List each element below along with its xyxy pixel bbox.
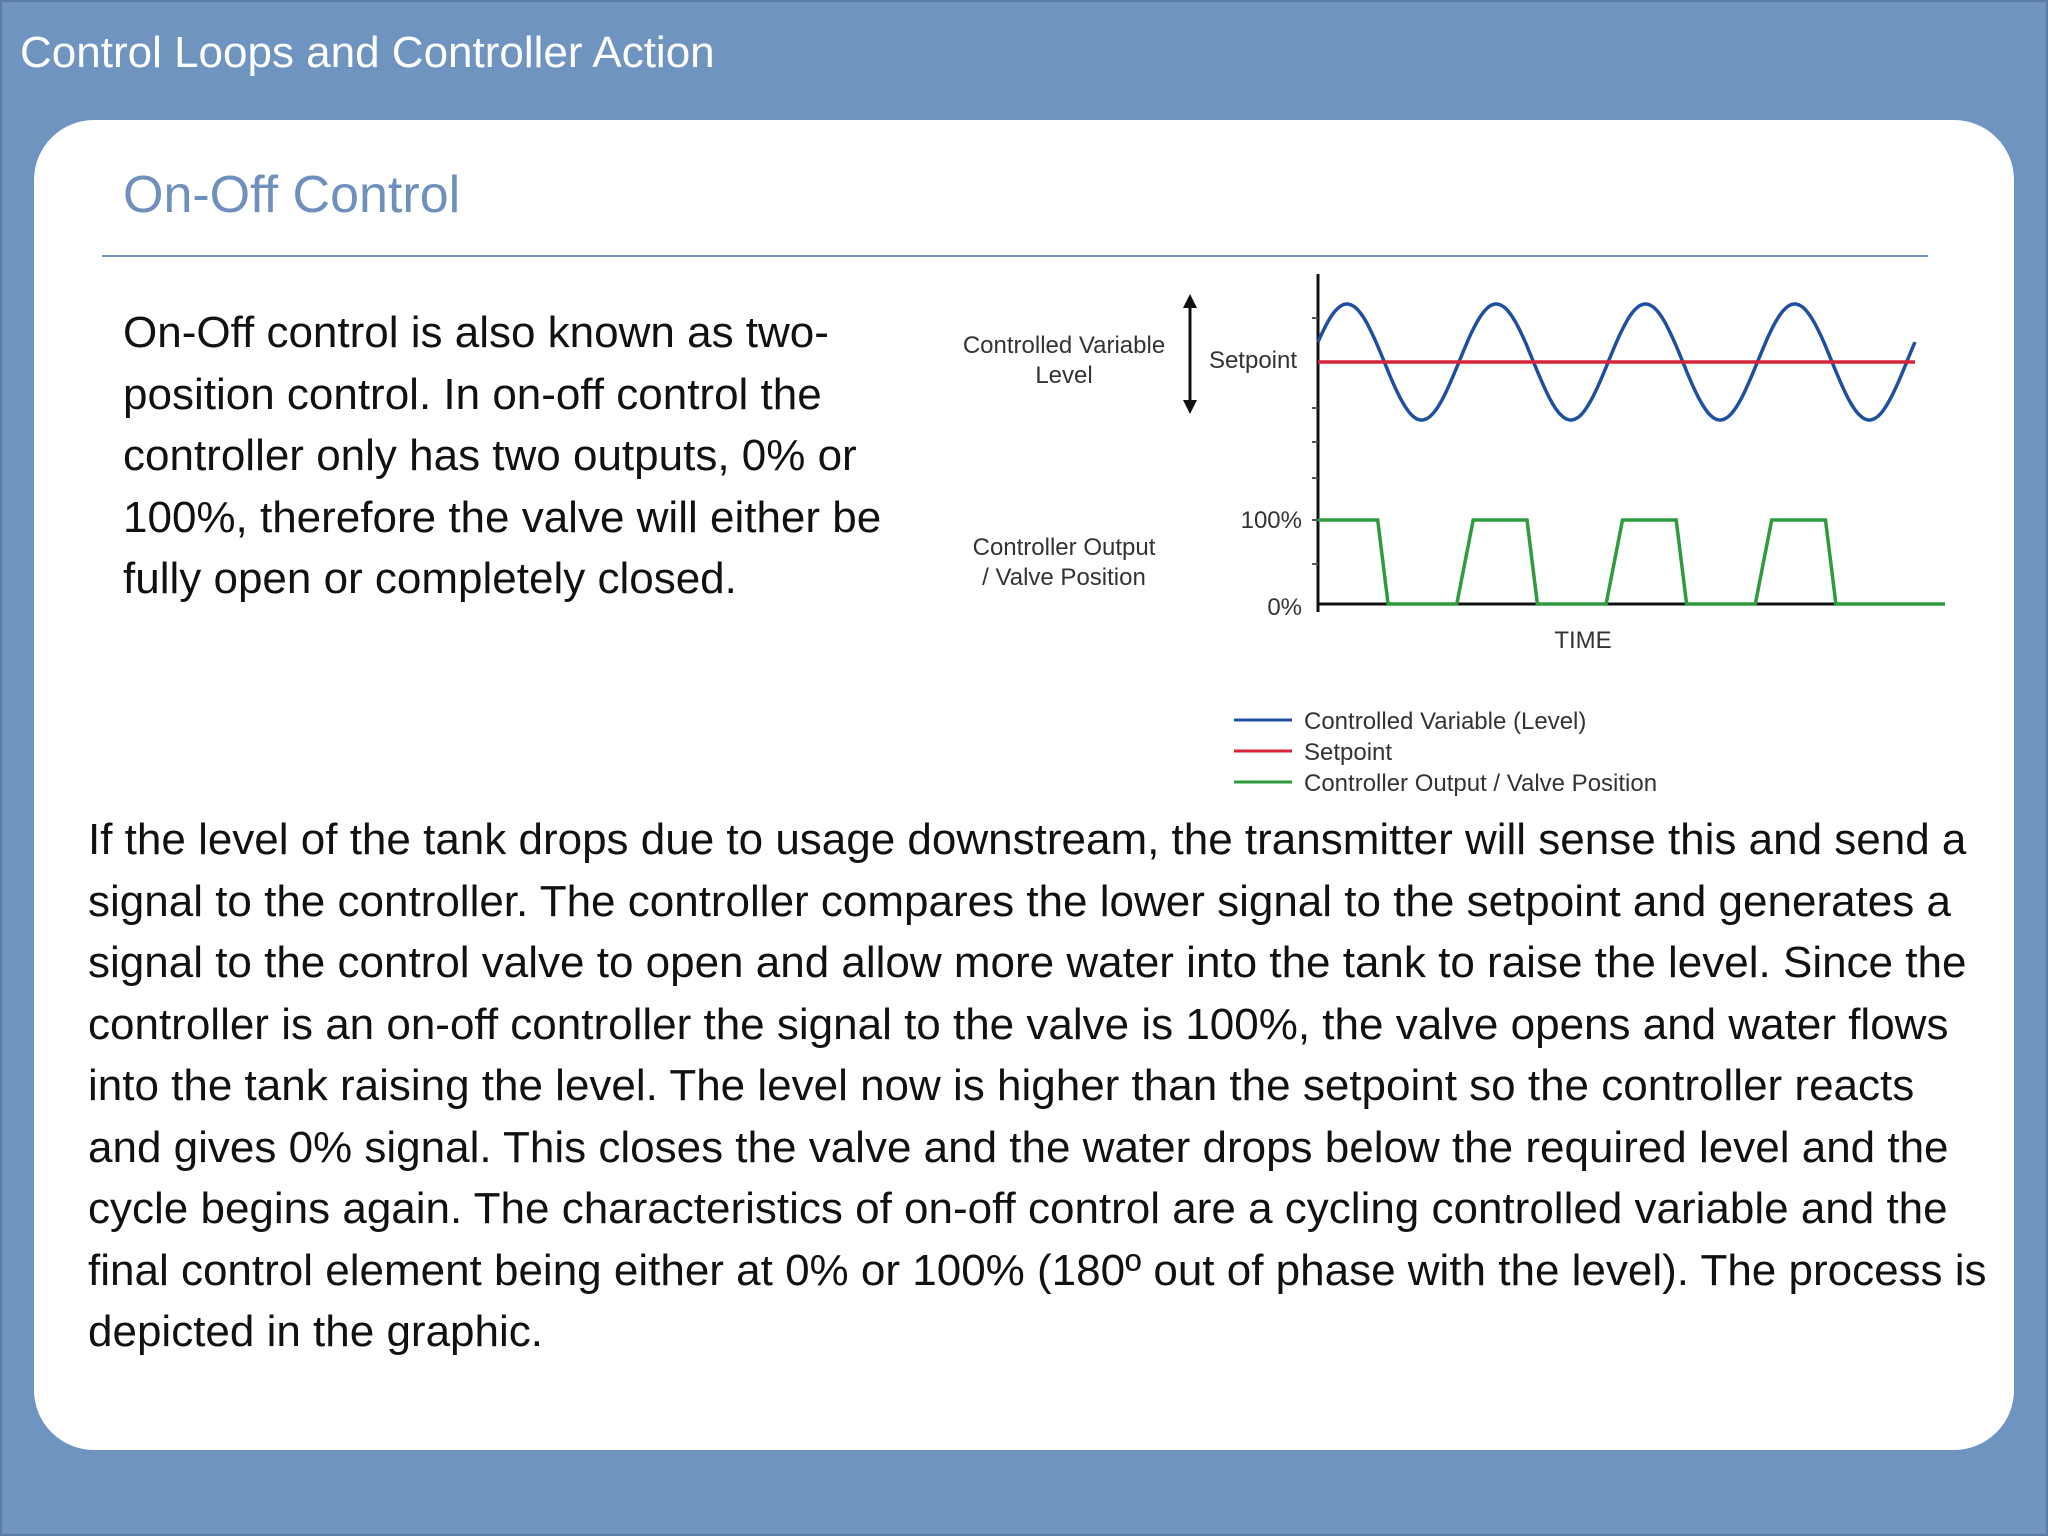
intro-paragraph: On-Off control is also known as two-position control. In on-off control the controller only has two outputs, 0% or 100%, therefore the valve will either be fully open or completely closed.: [123, 308, 882, 603]
output-label-line2: / Valve Position: [982, 564, 1146, 591]
legend: [1234, 708, 1657, 797]
setpoint-label: Setpoint: [1208, 347, 1298, 374]
amplitude-arrow-icon: [1183, 294, 1197, 414]
slide-header-title: Control Loops and Controller Action: [20, 28, 715, 77]
cv-label-line1: Controlled Variable: [962, 332, 1166, 359]
output-label-line1: Controller Output: [972, 534, 1156, 561]
title-divider: [102, 255, 1928, 257]
legend-label-output: Controller Output / Valve Position: [1304, 770, 1658, 797]
on-off-control-graphic: [940, 268, 1960, 808]
legend-label-level: Controlled Variable (Level): [1304, 708, 1587, 735]
detail-paragraph: If the level of the tank drops due to usage downstream, the transmitter will sense this and send a signal to the controller. The controller compares the lower signal to the setpoint and generates a signal to the control valve to open and allow more water into the tank to raise the level. Since the controller is an on-off controller the signal to the valve is 100%, the valve opens and water flows into the tank raising the level. The level now is higher than the setpoint so the controller reacts and gives 0% signal. This closes the valve and the water drops below the required level and the cycle begins again. The characteristics of on-off control are a cycling controlled variable and the final control element being either at 0% or 100% (180º out of phase with the level). The process is depicted in the graphic.: [88, 815, 1987, 1356]
pct-100-label: 100%: [1240, 507, 1302, 534]
legend-label-setpoint: Setpoint: [1304, 739, 1393, 766]
pct-0-label: 0%: [1267, 594, 1302, 621]
time-axis-label: TIME: [1554, 627, 1612, 654]
valve-output-series: [1318, 520, 1945, 604]
section-title: On-Off Control: [123, 166, 461, 224]
cv-label-line2: Level: [1035, 362, 1093, 389]
